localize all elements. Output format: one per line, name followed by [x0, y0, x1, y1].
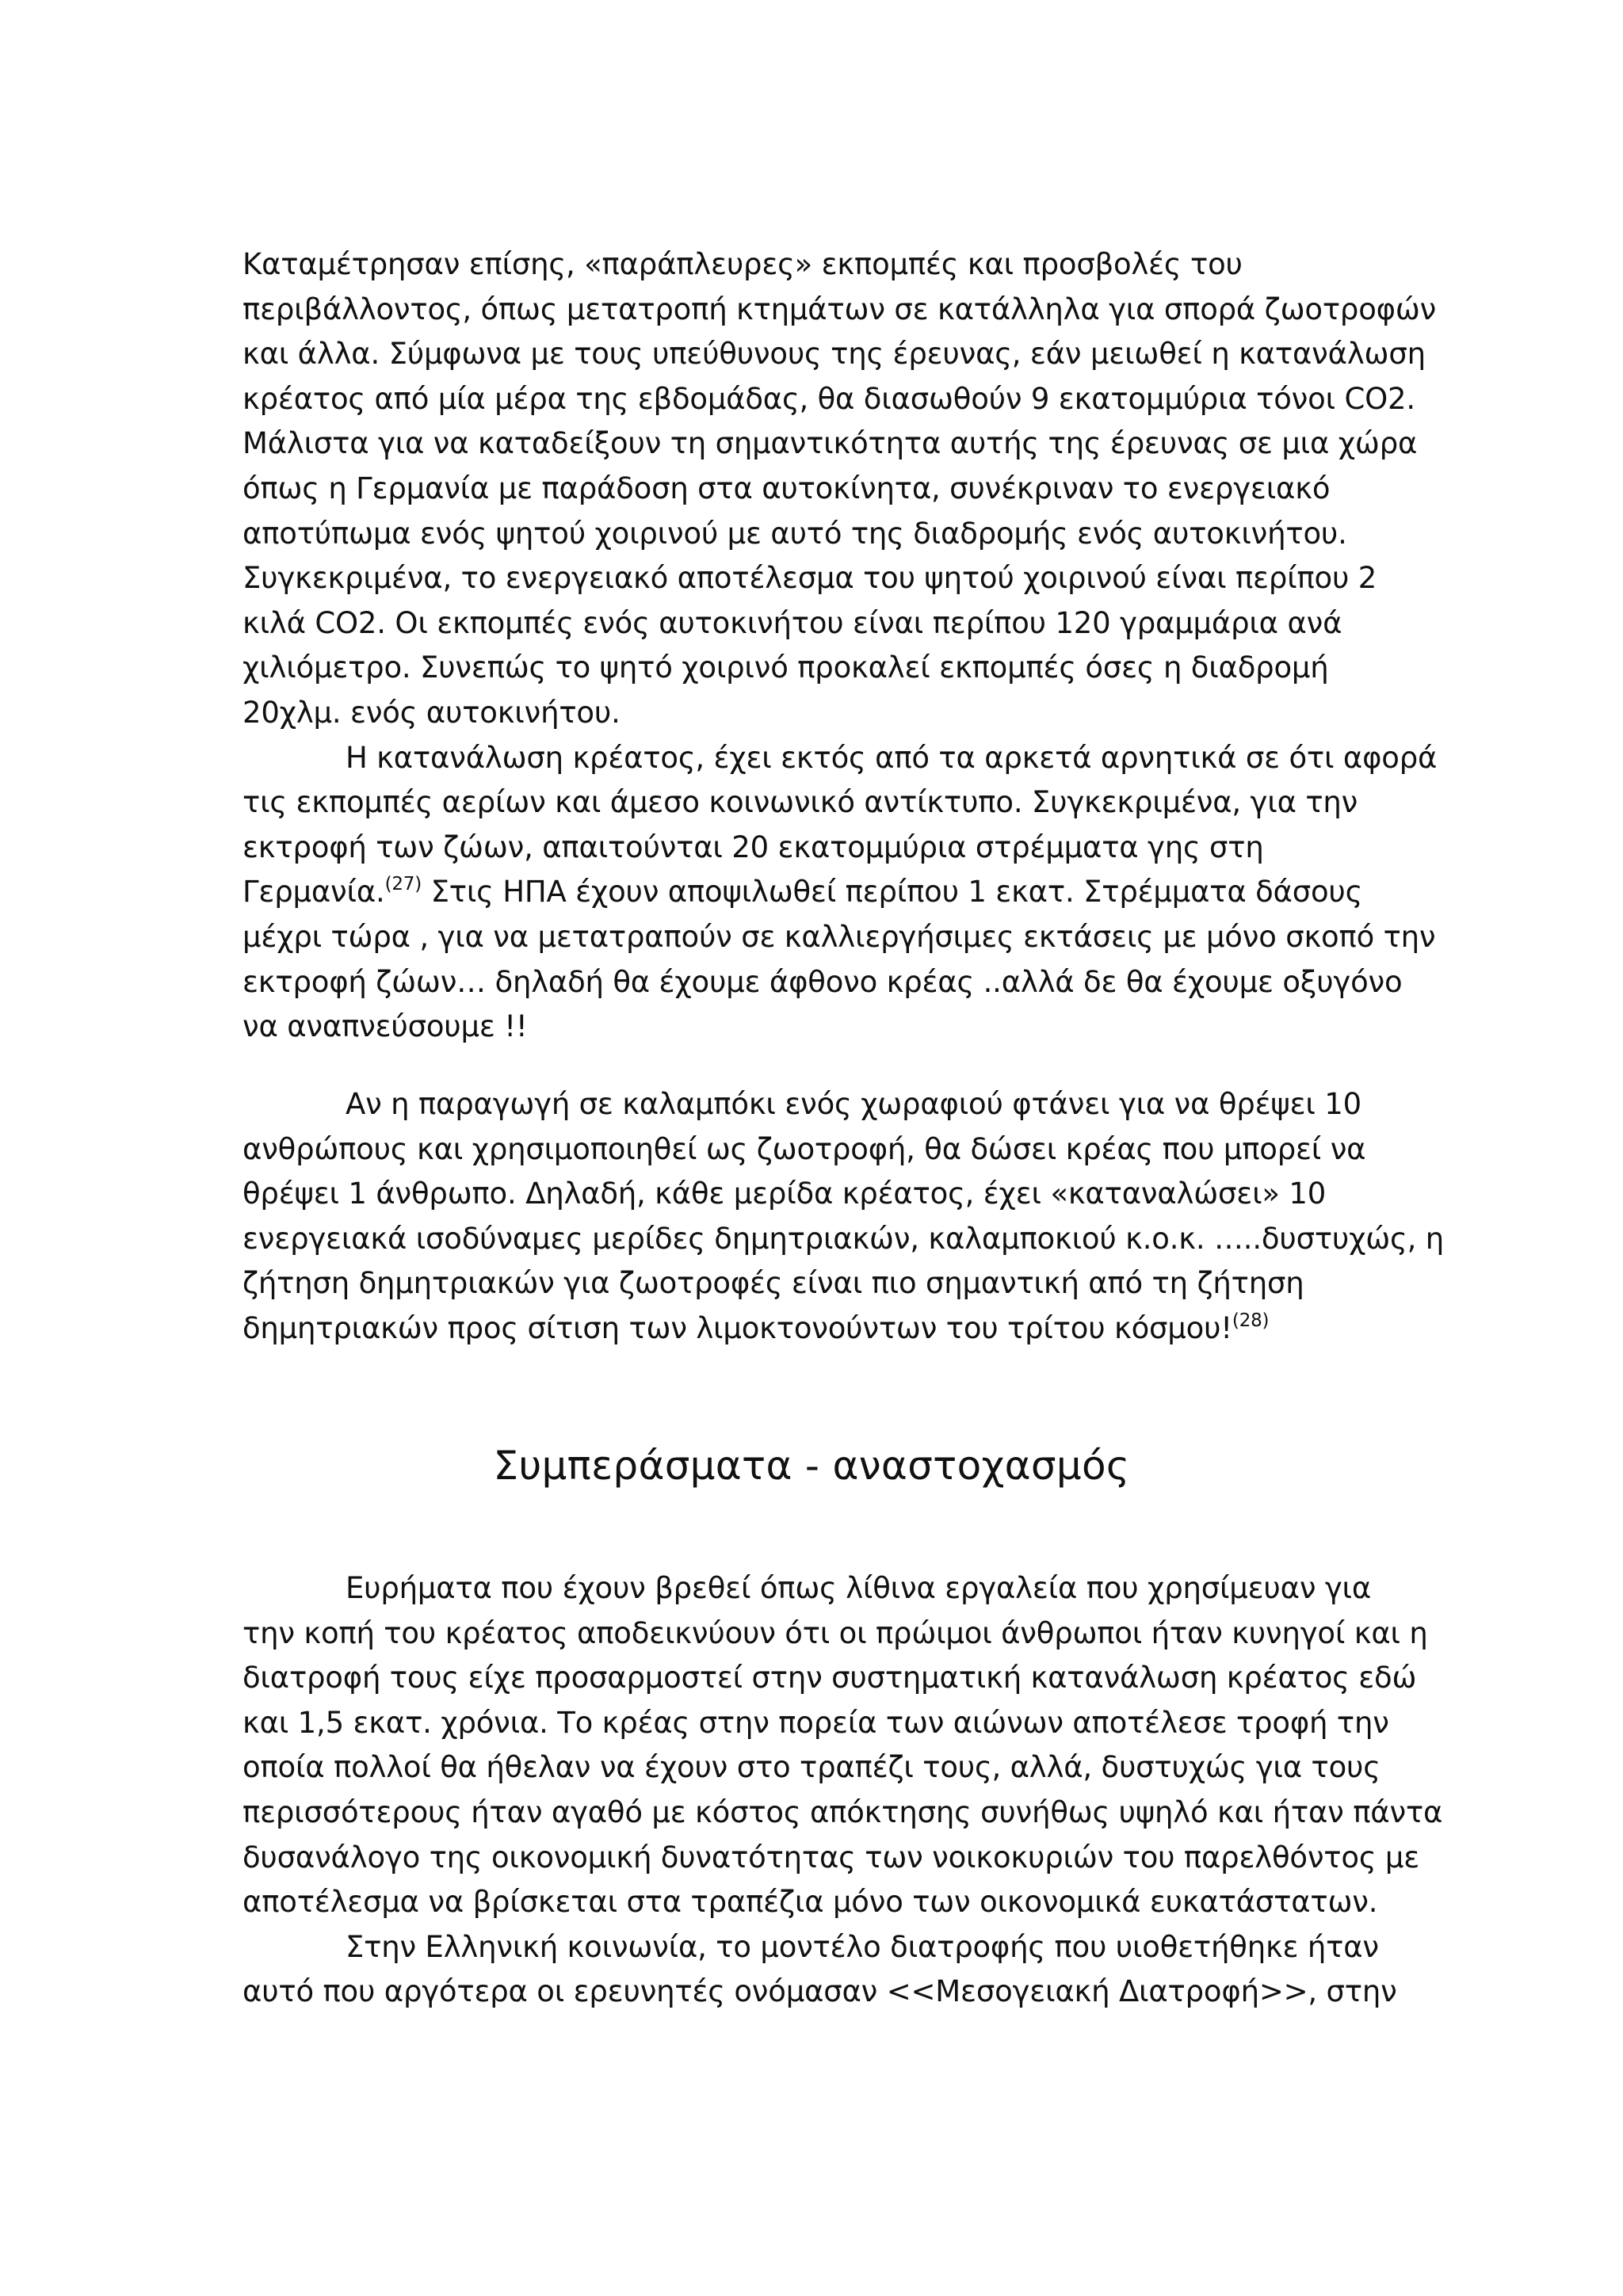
text-line: εκτροφή ζώων… δηλαδή θα έχουμε άφθονο κρέας ..αλλά δε θα έχουμε οξυγόνο [242, 964, 1403, 999]
text-line-with-reference [242, 870, 1407, 915]
paragraph-block-corn [242, 1082, 1444, 1352]
section-heading: Συμπεράσματα - αναστοχασμός [493, 1443, 1130, 1489]
text-line: οποία πολλοί θα ήθελαν να έχουν στο τραπέζι τους, αλλά, δυστυχώς για τους [242, 1750, 1381, 1785]
paragraph-block-emissions [242, 242, 1438, 1050]
text-line: διατροφή τους είχε προσαρμοστεί στην συστηματική κατανάλωση κρέατος εδώ [242, 1661, 1417, 1695]
text-line: ζήτηση δημητριακών για ζωοτροφές είναι πιο σημαντική από τη ζήτηση [242, 1266, 1304, 1301]
text-line-with-reference [242, 1306, 1407, 1352]
text-line: κιλά CO2. Οι εκπομπές ενός αυτοκινήτου είναι περίπου 120 γραμμάρια ανά [242, 605, 1342, 640]
text-line: περιβάλλοντος, όπως μετατροπή κτημάτων σε κατάλληλα για σπορά ζωοτροφών [242, 292, 1437, 326]
text-line: να αναπνεύσουμε !! [242, 1009, 528, 1044]
text-line: κρέατος από μία μέρα της εβδομάδας, θα διασωθούν 9 εκατομμύρια τόνοι CO2. [242, 381, 1415, 416]
text-line: Αν η παραγωγή σε καλαμπόκι ενός χωραφιού φτάνει για να θρέψει 10 [346, 1087, 1361, 1121]
text-line: μέχρι τώρα , για να μετατραπούν σε καλλιεργήσιμες εκτάσεις με μόνο σκοπό την [242, 919, 1436, 954]
text-segment: δημητριακών προς σίτιση των λιμοκτονούντων του τρίτου κόσμου! [242, 1310, 1232, 1345]
text-line: χιλιόμετρο. Συνεπώς το ψητό χοιρινό προκαλεί εκπομπές όσες η διαδρομή [242, 650, 1329, 685]
text-line: ενεργειακά ισοδύναμες μερίδες δημητριακών, καλαμποκιού κ.ο.κ. …..δυστυχώς, η [242, 1221, 1444, 1256]
text-line: Ευρήματα που έχουν βρεθεί όπως λίθινα εργαλεία που χρησίμευαν για [346, 1571, 1372, 1605]
text-segment: Γερμανία. [242, 875, 385, 910]
text-line: θρέψει 1 άνθρωπο. Δηλαδή, κάθε μερίδα κρέατος, έχει «καταναλώσει» 10 [242, 1177, 1327, 1211]
text-line: την κοπή του κρέατος αποδεικνύουν ότι οι πρώιμοι άνθρωποι ήταν κυνηγοί και η [242, 1615, 1428, 1650]
text-line: δυσανάλογο της οικονομική δυνατότητας των νοικοκυριών του παρελθόντος με [242, 1840, 1420, 1875]
text-line: και άλλα. Σύμφωνα με τους υπεύθυνους της έρευνας, εάν μειωθεί η κατανάλωση [242, 337, 1426, 372]
text-line: αποτέλεσμα να βρίσκεται στα τραπέζια μόνο των οικονομικά ευκατάστατων. [242, 1885, 1378, 1920]
text-line: όπως η Γερμανία με παράδοση στα αυτοκίνητα, συνέκριναν το ενεργειακό [242, 471, 1331, 505]
text-line: τις εκπομπές αερίων και άμεσο κοινωνικό αντίκτυπο. Συγκεκριμένα, για την [242, 785, 1358, 820]
footnote-reference-28: (28) [1232, 1310, 1270, 1331]
paragraph-block-conclusions [242, 1566, 1443, 2015]
text-line: Στην Ελληνική κοινωνία, το μοντέλο διατροφής που υιοθετήθηκε ήταν [346, 1929, 1379, 1964]
text-line: 20χλμ. ενός αυτοκινήτου. [242, 695, 621, 730]
text-line: αυτό που αργότερα οι ερευνητές ονόμασαν <<Μεσογειακή Διατροφή>>, στην [242, 1974, 1397, 2009]
text-line: ανθρώπους και χρησιμοποιηθεί ως ζωοτροφή, θα δώσει κρέας που μπορεί να [242, 1131, 1366, 1166]
text-line: αποτύπωμα ενός ψητού χοιρινού με αυτό της διαδρομής ενός αυτοκινήτου. [242, 516, 1347, 551]
text-line: Η κατανάλωση κρέατος, έχει εκτός από τα αρκετά αρνητικά σε ότι αφορά [346, 740, 1438, 775]
text-line: Καταμέτρησαν επίσης, «παράπλευρες» εκπομπές και προσβολές του [242, 247, 1243, 281]
text-line: Συγκεκριμένα, το ενεργειακό αποτέλεσμα του ψητού χοιρινού είναι περίπου 2 [242, 561, 1377, 596]
text-line: και 1,5 εκατ. χρόνια. Το κρέας στην πορεία των αιώνων αποτέλεσε τροφή την [242, 1705, 1389, 1740]
text-segment: Στις ΗΠΑ έχουν αποψιλωθεί περίπου 1 εκατ. Στρέμματα δάσους [430, 875, 1363, 910]
text-line: περισσότερους ήταν αγαθό με κόστος απόκτησης συνήθως υψηλό και ήταν πάντα [242, 1794, 1443, 1829]
text-line: εκτροφή των ζώων, απαιτούνται 20 εκατομμύρια στρέμματα γης στη [242, 830, 1264, 864]
footnote-reference-27: (27) [384, 873, 422, 894]
text-line: Μάλιστα για να καταδείξουν τη σημαντικότητα αυτής της έρευνας σε μια χώρα [242, 426, 1418, 461]
